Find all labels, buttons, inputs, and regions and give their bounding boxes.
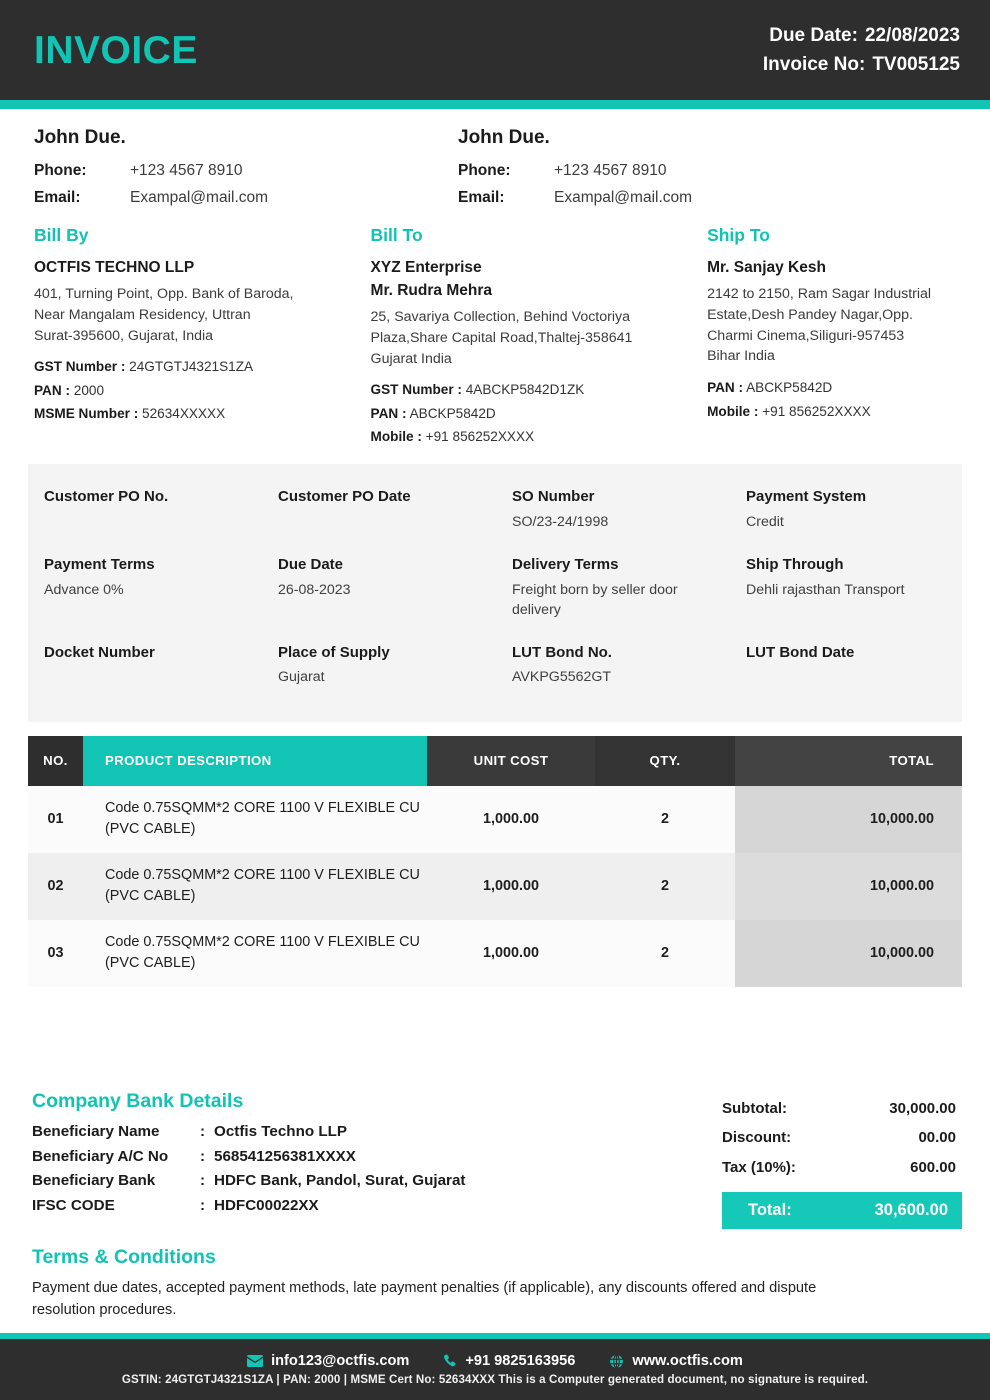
detail-label: Customer PO Date xyxy=(278,488,411,506)
table-row xyxy=(28,853,962,920)
totals-row-discount xyxy=(722,1123,962,1152)
pan-label: PAN : xyxy=(370,405,407,421)
detail-label: Payment System xyxy=(746,488,867,506)
due-date-label: Due Date: xyxy=(769,24,858,46)
bill-to-title: Bill To xyxy=(370,225,423,246)
cell-unit-cost: 1,000.00 xyxy=(482,811,540,828)
ship-to-mobile xyxy=(707,400,960,423)
bill-to-person: Mr. Rudra Mehra xyxy=(370,282,492,300)
due-date-row xyxy=(763,21,960,50)
mobile-value: +91 856252XXXX xyxy=(762,403,871,419)
detail-value: AVKPG5562GT xyxy=(512,669,612,686)
bill-by-title: Bill By xyxy=(34,225,89,246)
contact-email-label: Email: xyxy=(458,189,505,207)
address-line: Bihar India xyxy=(707,348,775,365)
bank-separator: : xyxy=(200,1172,206,1190)
footer-phone-text: +91 9825163956 xyxy=(465,1353,576,1369)
subtotal-value: 30,000.00 xyxy=(889,1100,956,1117)
bank-row-account-number xyxy=(32,1145,465,1170)
ship-to-address xyxy=(707,284,960,367)
header-accent-rule xyxy=(0,100,990,109)
bank-key: Beneficiary A/C No xyxy=(32,1147,169,1165)
detail-value: SO/23-24/1998 xyxy=(512,513,609,530)
header-meta xyxy=(763,21,960,80)
pan-label: PAN : xyxy=(34,382,70,398)
detail-label: Due Date xyxy=(278,556,344,574)
cell-unit-cost: 1,000.00 xyxy=(482,878,540,895)
invoice-no-value: TV005125 xyxy=(872,54,960,75)
ship-to-pan xyxy=(707,376,960,399)
address-line: Surat-395600, Gujarat, India xyxy=(34,327,214,344)
contact-email-value: Exampal@mail.com xyxy=(554,189,693,207)
contact-email-value: Exampal@mail.com xyxy=(130,189,269,207)
cell-description: Code 0.75SQMM*2 CORE 1100 V FLEXIBLE CU (PVC CABLE) xyxy=(105,800,420,838)
discount-value: 00.00 xyxy=(918,1129,956,1147)
table-row xyxy=(28,786,962,853)
bill-to-pan xyxy=(371,402,692,425)
bank-row-bank-name xyxy=(32,1169,465,1194)
cell-qty: 2 xyxy=(660,945,669,962)
bank-key: Beneficiary Bank xyxy=(32,1172,156,1190)
gst-value: 4ABCKP5842D1ZK xyxy=(465,382,585,398)
address-line: Near Mangalam Residency, Uttran xyxy=(34,306,251,323)
summary-section xyxy=(0,1090,990,1229)
detail-label: Docket Number xyxy=(44,643,155,661)
bank-value: HDFC Bank, Pandol, Surat, Gujarat xyxy=(214,1172,466,1190)
address-line: Gujarat India xyxy=(370,350,452,367)
detail-lut-bond-date xyxy=(730,638,962,706)
detail-so-number xyxy=(496,482,730,550)
totals-row-subtotal xyxy=(722,1094,962,1123)
cell-description: Code 0.75SQMM*2 CORE 1100 V FLEXIBLE CU (PVC CABLE) xyxy=(105,867,420,905)
detail-value: 26-08-2023 xyxy=(278,581,351,598)
ship-to-title: Ship To xyxy=(707,225,770,246)
bill-by-block xyxy=(34,225,371,448)
detail-payment-terms xyxy=(28,550,262,638)
detail-lut-bond-no xyxy=(496,638,730,706)
tax-value: 600.00 xyxy=(910,1158,956,1176)
bank-details-block xyxy=(32,1090,465,1219)
footer-email-item[interactable] xyxy=(247,1353,409,1369)
cell-no: 02 xyxy=(47,878,64,895)
grand-total-value: 30,600.00 xyxy=(874,1200,948,1219)
footer-phone-item[interactable] xyxy=(443,1353,575,1369)
cell-no: 03 xyxy=(47,945,64,962)
mobile-value: +91 856252XXXX xyxy=(425,429,535,445)
bank-separator: : xyxy=(200,1123,206,1140)
bill-to-block xyxy=(371,225,708,448)
cell-no: 01 xyxy=(47,811,64,828)
bill-to-gst xyxy=(371,378,692,401)
bill-by-ids xyxy=(34,355,355,425)
detail-delivery-terms xyxy=(496,550,730,638)
terms-title: Terms & Conditions xyxy=(32,1246,216,1268)
footer-email-text: info123@octfis.com xyxy=(271,1353,410,1369)
invoice-no-label: Invoice No: xyxy=(762,54,866,75)
address-line: Estate,Desh Pandey Nagar,Opp. xyxy=(707,306,913,323)
column-header-description: PRODUCT DESCRIPTION xyxy=(83,736,427,786)
address-line: 25, Savariya Collection, Behind Voctoriya xyxy=(370,309,630,326)
detail-label: Customer PO No. xyxy=(44,488,169,506)
contact-block-1 xyxy=(34,127,458,211)
msme-value: 52634XXXXX xyxy=(142,406,226,422)
totals-row-tax xyxy=(722,1153,962,1182)
contact-email xyxy=(458,184,882,211)
detail-value xyxy=(44,667,248,673)
footer-website-text: www.octfis.com xyxy=(632,1353,743,1369)
gst-label: GST Number : xyxy=(370,382,462,398)
detail-label: SO Number xyxy=(512,488,595,506)
msme-label: MSME Number : xyxy=(34,406,139,422)
detail-label: Ship Through xyxy=(746,556,844,574)
mobile-label: Mobile : xyxy=(707,403,759,419)
subtotal-label: Subtotal: xyxy=(722,1100,787,1117)
cell-total: 10,000.00 xyxy=(735,786,962,853)
bill-to-mobile xyxy=(371,425,692,448)
ship-to-ids xyxy=(707,376,960,423)
contact-phone xyxy=(458,157,882,184)
detail-place-of-supply xyxy=(262,638,496,706)
contact-phone-value: +123 4567 8910 xyxy=(130,162,243,179)
footer-contacts xyxy=(247,1353,743,1369)
envelope-icon xyxy=(247,1355,263,1367)
pan-value: 2000 xyxy=(73,382,105,398)
bank-row-ifsc-code xyxy=(32,1194,465,1219)
mobile-label: Mobile : xyxy=(370,429,422,445)
footer-website-item[interactable] xyxy=(609,1353,743,1369)
details-row xyxy=(28,482,962,550)
footer-legal-text: GSTIN: 24GTGTJ4321S1ZA | PAN: 2000 | MSME Cert No: 52634XXX This is a Computer generated document, no signature is required. xyxy=(121,1373,869,1386)
detail-value: Credit xyxy=(746,513,784,530)
details-row xyxy=(28,550,962,638)
detail-value xyxy=(278,512,482,518)
totals-row-grand-total xyxy=(722,1192,962,1229)
detail-label: Place of Supply xyxy=(278,643,390,661)
ship-to-person: Mr. Sanjay Kesh xyxy=(707,259,826,277)
detail-label: Payment Terms xyxy=(44,556,155,574)
contact-phone xyxy=(34,157,458,184)
contact-email-label: Email: xyxy=(34,189,81,207)
due-date-value: 22/08/2023 xyxy=(864,24,960,46)
detail-label: LUT Bond Date xyxy=(746,643,855,661)
invoice-no-row xyxy=(763,50,960,79)
order-details-panel xyxy=(28,464,962,721)
contact-phone-label: Phone: xyxy=(34,162,87,179)
column-header-qty: QTY. xyxy=(595,736,735,786)
table-header-row xyxy=(28,736,962,786)
contact-email xyxy=(34,184,458,211)
detail-value: Advance 0% xyxy=(44,581,124,598)
detail-value: Gujarat xyxy=(278,669,325,686)
gst-value: 24GTGTJ4321S1ZA xyxy=(129,359,254,375)
detail-value: Dehli rajasthan Transport xyxy=(746,581,905,598)
bill-to-org: XYZ Enterprise xyxy=(370,259,482,277)
invoice-footer xyxy=(0,1333,990,1400)
terms-section xyxy=(32,1246,862,1321)
detail-ship-through xyxy=(730,550,962,638)
pan-value: ABCKP5842D xyxy=(746,380,833,396)
pan-label: PAN : xyxy=(707,380,744,396)
bank-separator: : xyxy=(200,1147,206,1165)
bill-by-address xyxy=(34,284,355,346)
bill-by-gst xyxy=(34,355,355,378)
party-blocks xyxy=(0,211,990,448)
discount-label: Discount: xyxy=(722,1129,792,1147)
detail-label: LUT Bond No. xyxy=(512,643,612,661)
globe-icon xyxy=(609,1354,624,1369)
bank-row-beneficiary-name xyxy=(32,1120,465,1145)
cell-description: Code 0.75SQMM*2 CORE 1100 V FLEXIBLE CU (PVC CABLE) xyxy=(105,934,420,972)
bill-to-address xyxy=(371,307,692,369)
bill-by-pan xyxy=(34,379,355,402)
pan-value: ABCKP5842D xyxy=(409,405,496,421)
contact-phone-label: Phone: xyxy=(458,162,511,179)
products-table xyxy=(28,736,962,987)
column-header-unit-cost: UNIT COST xyxy=(427,736,595,786)
detail-payment-system xyxy=(730,482,962,550)
detail-label: Delivery Terms xyxy=(512,556,619,574)
address-line: Plaza,Share Capital Road,Thaltej-358641 xyxy=(370,329,633,346)
detail-customer-po-date xyxy=(262,482,496,550)
contact-blocks xyxy=(0,109,990,211)
detail-value: Freight born by seller door delivery xyxy=(512,581,678,618)
bank-key: IFSC CODE xyxy=(32,1196,115,1214)
cell-total: 10,000.00 xyxy=(735,920,962,987)
bank-details-title: Company Bank Details xyxy=(32,1090,244,1112)
contact-name: John Due. xyxy=(458,127,550,148)
bill-to-ids xyxy=(371,378,692,448)
totals-block xyxy=(722,1090,962,1229)
address-line: 401, Turning Point, Opp. Bank of Baroda, xyxy=(34,286,294,303)
cell-unit-cost: 1,000.00 xyxy=(482,945,540,962)
detail-due-date xyxy=(262,550,496,638)
bank-value: 568541256381XXXX xyxy=(214,1147,356,1165)
bill-by-org: OCTFIS TECHNO LLP xyxy=(34,259,195,277)
table-row xyxy=(28,920,962,987)
detail-customer-po-no xyxy=(28,482,262,550)
page-title: INVOICE xyxy=(34,28,198,72)
bank-separator: : xyxy=(200,1196,206,1214)
terms-body: Payment due dates, accepted payment methods, late payment penalties (if applicable), any discounts offered and dispute resolution procedures. xyxy=(32,1280,817,1319)
detail-docket-number xyxy=(28,638,262,706)
cell-qty: 2 xyxy=(660,878,669,895)
contact-block-2 xyxy=(458,127,882,211)
gst-label: GST Number : xyxy=(34,359,126,375)
cell-qty: 2 xyxy=(660,811,669,828)
phone-icon xyxy=(443,1354,457,1368)
footer-bar xyxy=(0,1339,990,1400)
column-header-no: NO. xyxy=(28,736,83,786)
invoice-header xyxy=(0,0,990,100)
bill-by-msme xyxy=(34,402,355,425)
bank-value: HDFC00022XX xyxy=(214,1196,319,1214)
ship-to-block xyxy=(707,225,960,448)
details-row xyxy=(28,638,962,706)
contact-phone-value: +123 4567 8910 xyxy=(554,162,667,179)
bank-value: Octfis Techno LLP xyxy=(214,1123,348,1140)
contact-name: John Due. xyxy=(34,127,126,148)
address-line: 2142 to 2150, Ram Sagar Industrial xyxy=(707,286,932,303)
grand-total-label: Total: xyxy=(748,1200,792,1219)
cell-total: 10,000.00 xyxy=(735,853,962,920)
tax-label: Tax (10%): xyxy=(722,1158,796,1176)
bank-key: Beneficiary Name xyxy=(32,1123,160,1140)
detail-value xyxy=(44,512,248,518)
column-header-total: TOTAL xyxy=(735,736,962,786)
address-line: Charmi Cinema,Siliguri-957453 xyxy=(707,327,905,344)
detail-value xyxy=(746,667,948,673)
